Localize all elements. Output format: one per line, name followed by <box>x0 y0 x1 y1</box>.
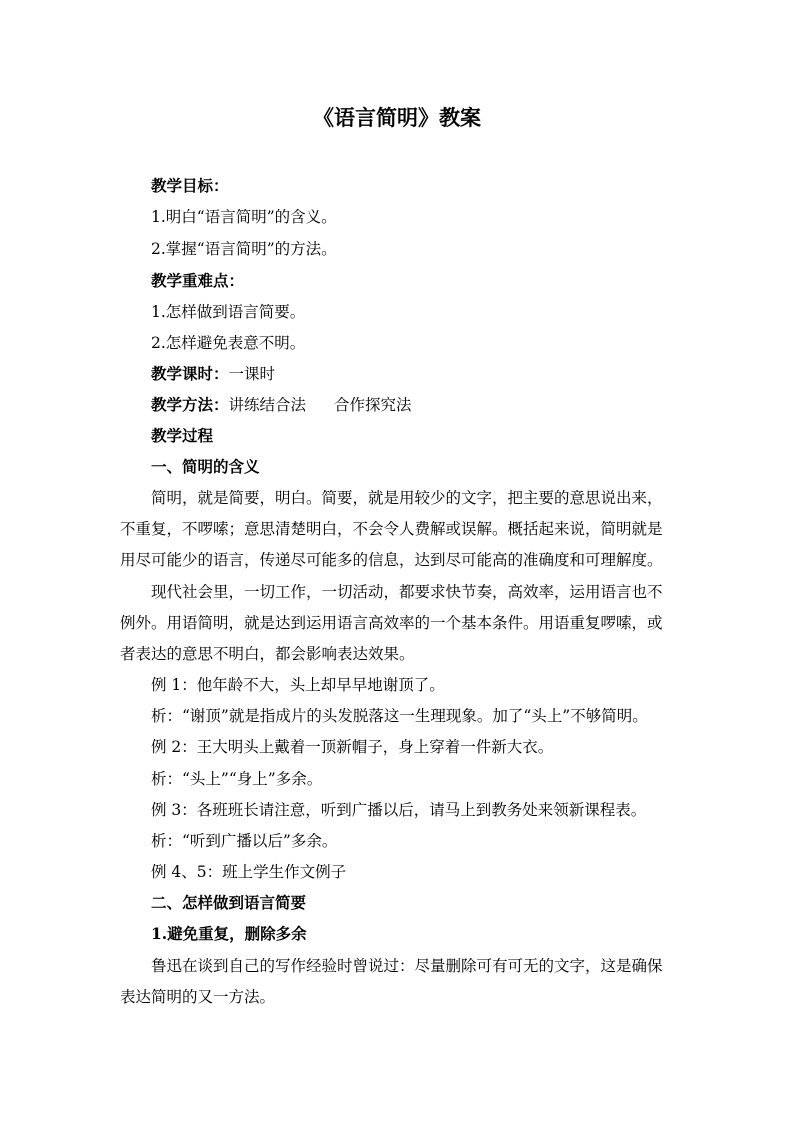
teaching-methods <box>151 394 412 416</box>
analysis-line: 析：“头上”“身上”多余。 <box>151 770 323 788</box>
objectives-heading: 教学目标： <box>151 176 229 195</box>
example-line: 例 3：各班班长请注意，听到广播以后，请马上到教务处来领新课程表。 <box>151 801 647 819</box>
document-title: 《语言简明》教案 <box>313 105 481 130</box>
paragraph-line: 用尽可能少的语言，传递尽可能多的信息，达到尽可能高的准确度和可理解度。 <box>120 551 663 569</box>
process-heading: 教学过程 <box>151 426 214 445</box>
method-value: 讲练结合法 <box>228 396 307 414</box>
key-point-item: 2.怎样避免表意不明。 <box>151 334 306 352</box>
paragraph-line: 不重复，不啰嗦；意思清楚明白，不会令人费解或误解。概括起来说，简明就是 <box>120 520 663 538</box>
analysis-line: 析：“听到广播以后”多余。 <box>151 832 338 850</box>
analysis-line: 析：“谢顶”就是指成片的头发脱落这一生理现象。加了“头上”不够简明。 <box>151 707 648 725</box>
section2-heading: 二、怎样做到语言简要 <box>151 893 307 912</box>
methods-label: 教学方法： <box>151 395 229 414</box>
section1-heading: 一、简明的含义 <box>151 457 260 476</box>
example-line: 例 4、5：班上学生作文例子 <box>151 863 347 881</box>
method-value: 合作探究法 <box>334 396 412 414</box>
example-line: 例 1：他年龄不大，头上却早早地谢顶了。 <box>151 676 445 694</box>
paragraph-line: 鲁迅在谈到自己的写作经验时曾说过：尽量删除可有可无的文字，这是确保 <box>151 957 663 975</box>
hours-label: 教学课时： <box>151 364 229 383</box>
paragraph-line: 例外。用语简明，就是达到运用语言高效率的一个基本条件。用语重复啰嗦，或 <box>120 614 663 632</box>
key-point-item: 1.怎样做到语言简要。 <box>151 303 306 321</box>
paragraph-line: 者表达的意思不明白，都会影响表达效果。 <box>120 645 415 663</box>
paragraph-line: 现代社会里，一切工作，一切活动，都要求快节奏，高效率，运用语言也不 <box>151 583 663 601</box>
section2-subheading: 1.避免重复，删除多余 <box>151 924 307 943</box>
example-line: 例 2：王大明头上戴着一顶新帽子，身上穿着一件新大衣。 <box>151 738 554 756</box>
objective-item: 2.掌握“语言简明”的方法。 <box>151 240 337 258</box>
key-points-heading: 教学重难点： <box>151 271 245 290</box>
paragraph-line: 表达简明的又一方法。 <box>120 988 276 1006</box>
paragraph-line: 简明，就是简要，明白。简要，就是用较少的文字，把主要的意思说出来， <box>151 489 663 507</box>
teaching-hours <box>151 363 275 385</box>
hours-value: 一课时 <box>228 365 276 383</box>
objective-item: 1.明白“语言简明”的含义。 <box>151 208 337 226</box>
